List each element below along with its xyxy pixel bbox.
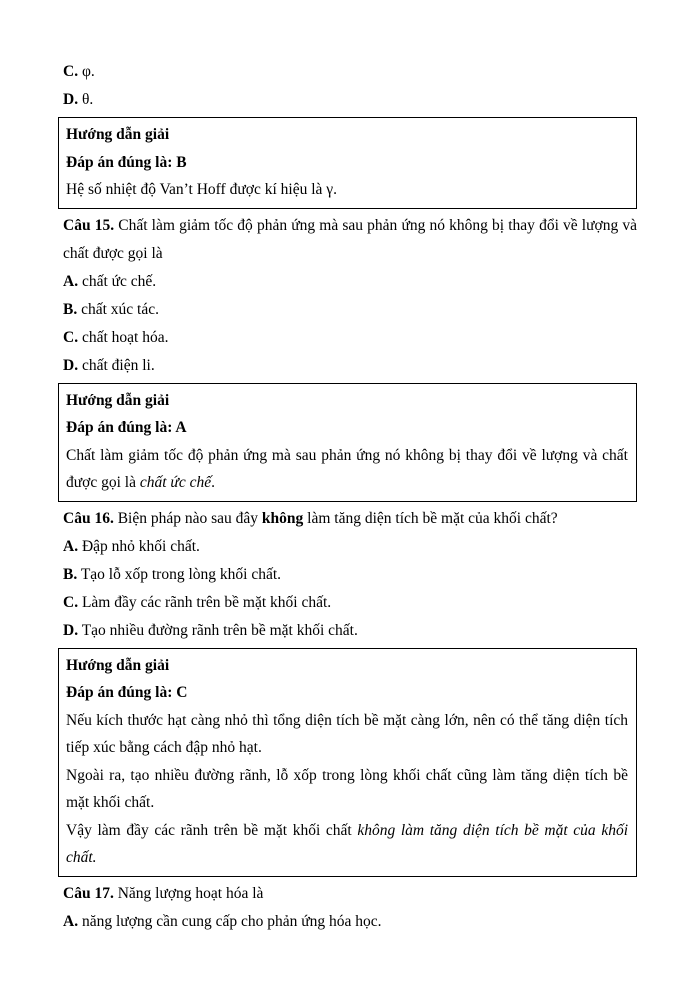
option-text: Đập nhỏ khối chất.	[81, 537, 200, 555]
solution-para-3	[66, 817, 628, 872]
option-text: chất điện li.	[81, 356, 155, 374]
solution-body	[66, 442, 628, 497]
option-label: A.	[63, 912, 79, 930]
solution-heading: Hướng dẫn giải	[66, 656, 170, 674]
option-label: D.	[63, 356, 79, 374]
option-row-15-a	[58, 268, 637, 296]
solution-body-normal: Chất làm giảm tốc độ phản ứng mà sau phản ứng nó không bị thay đổi về lượng và chất được gọi là	[66, 446, 628, 491]
solution-body-italic: chất ức chế	[139, 474, 212, 491]
solution-heading: Hướng dẫn giải	[66, 126, 170, 143]
option-label: A.	[63, 537, 79, 555]
option-label: D.	[63, 91, 79, 108]
question-label: Câu 15.	[63, 216, 115, 234]
option-row-15-d	[58, 352, 637, 380]
option-label: B.	[63, 300, 78, 318]
solution-para-3-italic: không làm tăng diện tích bề mặt của khối chất.	[66, 821, 629, 866]
question-text-after: làm tăng diện tích bề mặt của khối chất?	[303, 509, 558, 527]
question-label: Câu 17.	[63, 884, 114, 902]
answer-line: Đáp án đúng là: C	[66, 684, 188, 701]
option-text: φ.	[81, 63, 95, 80]
question-15	[58, 212, 637, 268]
solution-para-3-normal: Vậy làm đầy các rãnh trên bề mặt khối chất	[66, 821, 358, 839]
option-text: chất hoạt hóa.	[81, 328, 169, 346]
question-label: Câu 16.	[63, 509, 114, 527]
solution-box-16	[58, 648, 637, 877]
solution-box-15	[58, 383, 637, 502]
solution-para-1: Nếu kích thước hạt càng nhỏ thì tổng diện tích bề mặt càng lớn, nên có thể tăng diện tích tiếp xúc bằng cách đập nhỏ hạt.	[66, 711, 628, 756]
solution-body: Hệ số nhiệt độ Van’t Hoff được kí hiệu là γ.	[66, 181, 337, 198]
option-label: C.	[63, 328, 79, 346]
option-label: B.	[63, 565, 78, 583]
option-row-16-a	[58, 533, 637, 561]
option-label: C.	[63, 593, 79, 611]
option-row-16-c	[58, 589, 637, 617]
option-label: A.	[63, 272, 79, 290]
option-row-16-d	[58, 617, 637, 645]
option-text: Tạo nhiều đường rãnh trên bề mặt khối chất.	[81, 621, 358, 639]
solution-heading: Hướng dẫn giải	[66, 391, 170, 409]
question-bold-word: không	[261, 509, 304, 527]
solution-para-2: Ngoài ra, tạo nhiều đường rãnh, lỗ xốp trong lòng khối chất cũng làm tăng diện tích bề mặt khối chất.	[66, 766, 628, 811]
option-text: chất xúc tác.	[81, 300, 159, 318]
answer-line: Đáp án đúng là: A	[66, 419, 187, 436]
option-label: C.	[63, 63, 79, 80]
option-text: năng lượng cần cung cấp cho phản ứng hóa học.	[81, 912, 382, 930]
option-text: θ.	[81, 91, 94, 108]
option-row-prev-c	[58, 58, 637, 86]
question-16	[58, 505, 637, 533]
option-row-16-b	[58, 561, 637, 589]
answer-line: Đáp án đúng là: B	[66, 153, 187, 171]
question-text-before: Biện pháp nào sau đây	[117, 509, 262, 527]
solution-body-tail: .	[211, 474, 216, 491]
solution-box-14	[58, 117, 637, 209]
option-text: Tạo lỗ xốp trong lòng khối chất.	[80, 565, 282, 583]
question-17	[58, 880, 637, 908]
option-row-17-a	[58, 908, 637, 936]
option-text: Làm đầy các rãnh trên bề mặt khối chất.	[81, 593, 332, 611]
question-text: Năng lượng hoạt hóa là	[117, 884, 264, 902]
option-row-prev-d	[58, 86, 637, 114]
option-row-15-c	[58, 324, 637, 352]
option-label: D.	[63, 621, 79, 639]
option-row-15-b	[58, 296, 637, 324]
option-text: chất ức chế.	[81, 272, 157, 290]
question-text: Chất làm giảm tốc độ phản ứng mà sau phản ứng nó không bị thay đổi về lượng và chất được gọi là	[63, 216, 637, 262]
